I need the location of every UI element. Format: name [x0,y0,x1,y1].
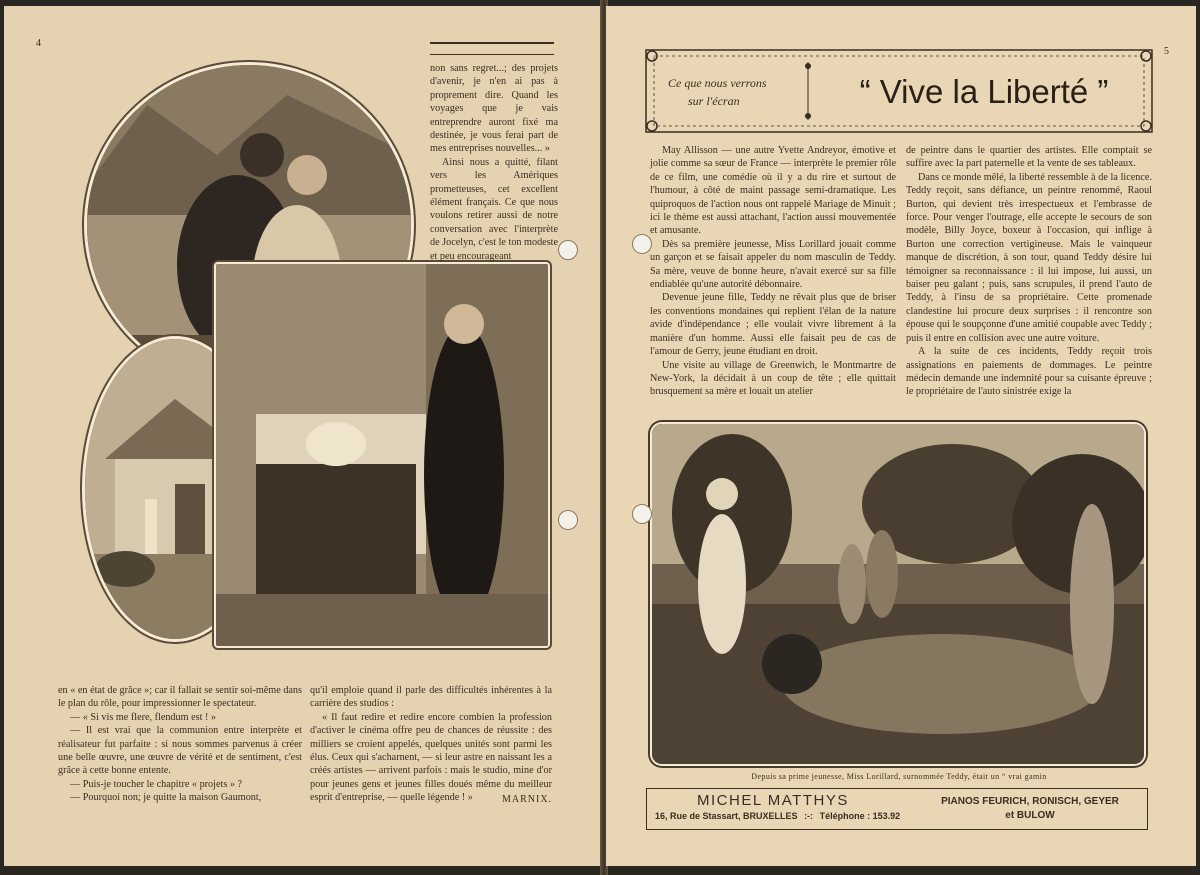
photo-caption: Depuis sa prime jeunesse, Miss Lorillard, surnommée Teddy, était un “ vrai gamin [751,772,1047,781]
paragraph: Dès sa première jeunesse, Miss Lorillard jouait comme un garçon et se faisait appeler du nom masculin de Teddy. Sa mère, veuve de bonne heure, n'avait exercé sur sa fille endiablée qu'une autorité débonnaire. [650,238,896,291]
ad-pianos [917,795,1143,823]
header-kicker-line2: sur l'écran [688,94,740,108]
binder-hole [558,240,578,260]
paragraph: — Il est vrai que la communion entre interprète et réalisateur fut parfaite : si nous sommes parvenus à créer une belle œuvre, une œuvre de vérité et de sentiment, c'est grâce à cette bonne entente. [58,725,302,777]
binder-hole [632,234,652,254]
paragraph: Devenue jeune fille, Teddy ne rêvait plus que de briser les conventions mondaines qui replient l'élan de la nature avide d'indépendance ; elle voulait vivre librement à la manière d'un homme. Aussi elle faisait peu de cas de l'amour de Gerry, jeune étudiant en droit. [650,292,896,358]
paragraph: de peintre dans le quartier des artistes. Elle comptait se suffire avec la part paternelle et la vente de ses tableaux. [906,145,1152,170]
bottom-right-column [310,684,552,805]
photo-bedroom-image [216,264,548,646]
page-number-right: 5 [1164,46,1169,57]
ad-name: MICHEL MATTHYS [697,792,849,809]
binder-hole [558,510,578,530]
ad-pianos-line1: PIANOS FEURICH, RONISCH, GEYER [941,796,1119,807]
ad-address-line [655,811,900,821]
paragraph: — « Si vis me flere, flendum est ! » [70,711,216,723]
paragraph: — Puis-je toucher le chapitre « projets » ? [70,778,243,790]
paragraph: Dans ce monde mêlé, la liberté ressemble à de la licence. Teddy reçoit, sans défiance, un peintre renommé, Raoul Burton, qui devient très irrespectueux et l'embrasse de force. Pour venger l'outrage, elle accepte le secours de son modèle, Billy Joyce, boxeur à l'occasion, qui inflige à Burton une correction vertigineuse. Mais le vainqueur manque de discrétion, à son tour, quand Teddy désire lui témoigner sa reconnaissance : il lui impose, lui aussi, un baiser peu galant ; puis, sans scrupules, il prend l'auto de Teddy, à l'insu de sa propriétaire. Cette promenade clandestine lui procure deux surprises : il rencontre son épouse qui le soupçonne d'une amitié coupable avec Teddy ; puis il entre en collision avec une autre voiture. [906,171,1152,344]
article-column-2 [906,144,1152,399]
photo-garden-pond-image [652,424,1144,764]
header-kicker-line1: Ce que nous verrons [668,76,767,90]
paragraph: Une visite au village de Greenwich, le Montmartre de New-York, la décidait à un coup de tête ; elle quittait brusquement sa mère et louait un atelier [650,359,896,398]
page-number-left: 4 [36,38,41,49]
top-right-column [430,62,558,263]
ad-address: 16, Rue de Stassart, BRUXELLES [655,811,798,821]
photo-bedroom [214,262,550,648]
header-kicker [668,74,798,110]
right-page [606,6,1196,866]
author-signature: MARNIX. [502,794,553,805]
paragraph: non sans regret...; des projets d'avenir, je n'en ai pas à proprement dire. Quand les voyages que je vais entreprendre auront fixé ma destinée, je vous ferai part de mes entreprises nouvelles... » [430,63,558,155]
article-title: “ Vive la Liberté ” [859,73,1109,110]
article-column-1 [650,144,896,399]
paragraph: qu'il emploie quand il parle des difficultés inhérentes à la carrière des studios : [310,685,552,710]
ad-phone: Téléphone : 153.92 [819,811,901,821]
paragraph: — Pourquoi non; je quitte la maison Gaumont, [70,792,262,804]
ornament-rule [430,42,554,55]
paragraph: A la suite de ces incidents, Teddy reçoit trois assignations en paiements de dommages. Le peintre médecin demande une indemnité pour sa cuisante épreuve ; le propriétaire de l'auto sinistrée exige la [906,346,1152,398]
bottom-left-column [58,684,302,805]
photo-garden-pond [650,422,1146,766]
advertisement-box [646,788,1148,830]
paragraph: May Allisson — une autre Yvette Andreyor, émotive et jolie comme sa sœur de France — interprète le premier rôle de ce film, une comédie où il y a du rire et surtout de l'humour, à côté de maint passage semi-dramatique. Les quiproquos de l'action nous ont rappelé Mariage de Minuit ; ici le thème est aussi attachant, l'action aussi mouvementée et amusante. [650,145,896,237]
binder-hole [632,504,652,524]
paragraph: en « en état de grâce »; car il fallait se sentir soi-même dans le plan du rôle, pour impressionner le spectateur. [58,685,302,710]
article-header [642,46,1156,136]
left-page [4,6,602,866]
ad-separator: :-: [804,811,814,821]
paragraph: Ainsi nous a quitté, filant vers les Amériques prometteuses, cet excellent élément français. Ce que nous voulons retirer aussi de notre conversation avec l'interprète de Jocelyn, c'est le ton modeste et peu encourageant [430,156,559,262]
ad-pianos-line2: et BULOW [1005,810,1055,821]
paragraph: « Il faut redire et redire encore combien la profession d'activer le cinéma offre peu de chances de réussite : des milliers se croient appelés, quelques unités sont parmi les élus. Ceux qui s'acharnent, — si leur astre en naissant les a créés artistes — arrivent parfois : mais le studio, mine d'or pour jeunes gens et jeunes filles doués même du meilleur esprit d'entreprise, — quelle légende ! » [310,711,552,804]
